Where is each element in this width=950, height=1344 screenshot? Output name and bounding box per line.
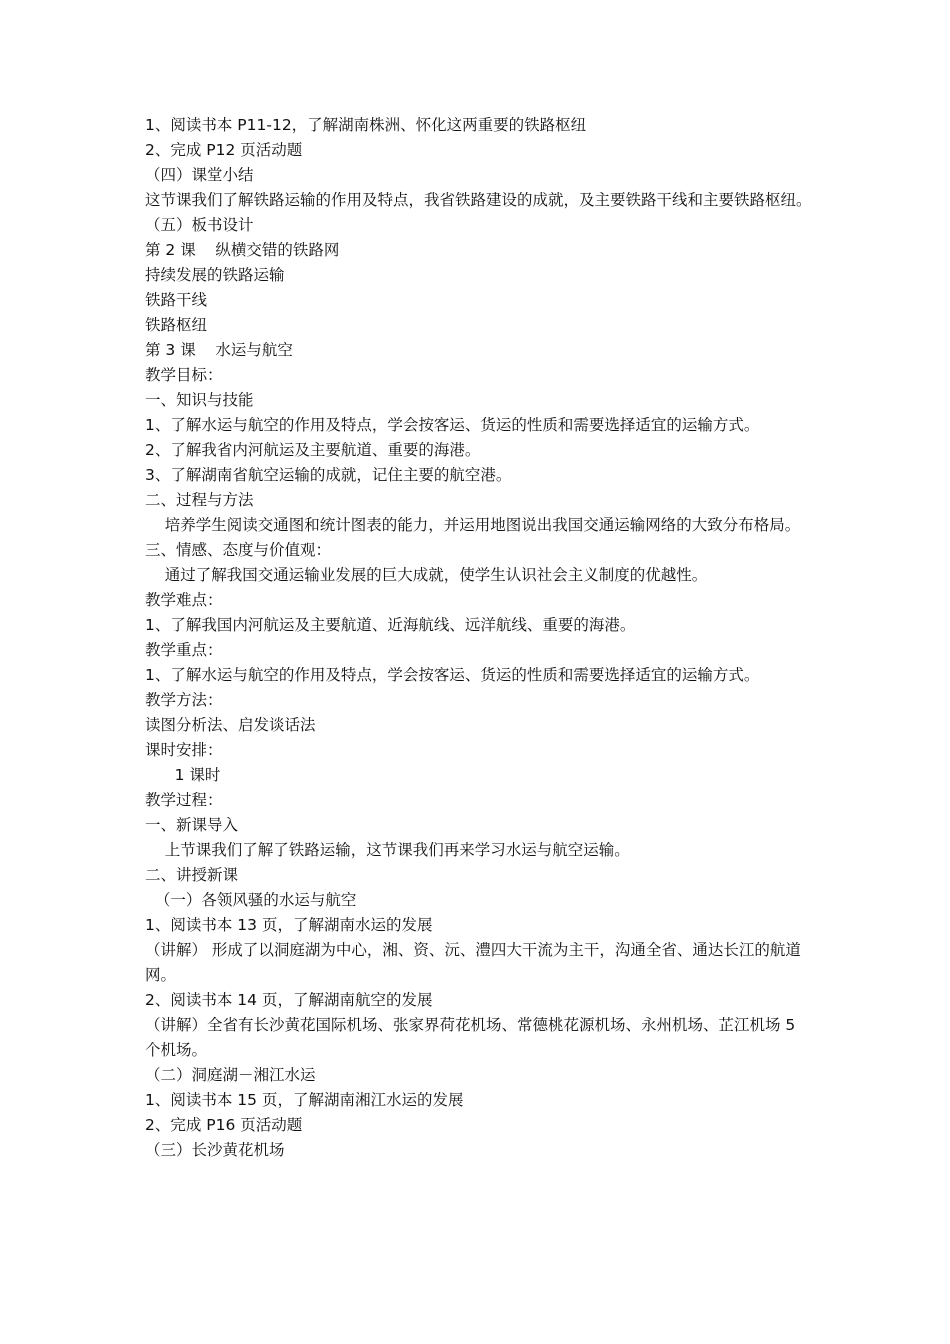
section-heading: 二、过程与方法 xyxy=(145,491,254,509)
section-heading: 二、讲授新课 xyxy=(145,866,239,884)
section-heading: 课时安排： xyxy=(145,741,223,759)
document-body xyxy=(145,113,813,1163)
section-heading: （四）课堂小结 xyxy=(145,166,254,184)
text-line: 1、阅读书本 P11-12，了解湖南株洲、怀化这两重要的铁路枢纽 xyxy=(145,116,587,134)
section-heading: 教学难点： xyxy=(145,591,223,609)
list-item: 3、了解湖南省航空运输的成就，记住主要的航空港。 xyxy=(145,466,512,484)
list-item: 1、了解水运与航空的作用及特点，学会按客运、货运的性质和需要选择适宜的运输方式。 xyxy=(145,416,760,434)
paragraph: （讲解）全省有长沙黄花国际机场、张家界荷花机场、常德桃花源机场、永州机场、芷江机场 5 个机场。 xyxy=(145,1016,801,1059)
section-heading: 三、情感、态度与价值观： xyxy=(145,541,332,559)
section-heading: 教学重点： xyxy=(145,641,223,659)
text-line: 持续发展的铁路运输 xyxy=(145,266,285,284)
section-heading: （二）洞庭湖－湘江水运 xyxy=(145,1066,316,1084)
text-line: 1 课时 xyxy=(145,766,221,784)
lesson-title: 第 2 课 纵横交错的铁路网 xyxy=(145,241,340,259)
paragraph: 通过了解我国交通运输业发展的巨大成就，使学生认识社会主义制度的优越性。 xyxy=(145,566,708,584)
list-item: 1、了解水运与航空的作用及特点，学会按客运、货运的性质和需要选择适宜的运输方式。 xyxy=(145,666,760,684)
section-heading: 教学方法： xyxy=(145,691,223,709)
section-heading: （三）长沙黄花机场 xyxy=(145,1141,285,1159)
text-line: 铁路枢纽 xyxy=(145,316,208,334)
section-heading: 教学目标： xyxy=(145,366,223,384)
list-item: 2、阅读书本 14 页，了解湖南航空的发展 xyxy=(145,991,433,1009)
paragraph: 培养学生阅读交通图和统计图表的能力，并运用地图说出我国交通运输网络的大致分布格局。 xyxy=(145,516,801,534)
text-line: 读图分析法、启发谈话法 xyxy=(145,716,316,734)
section-heading: 教学过程： xyxy=(145,791,223,809)
paragraph: （讲解） 形成了以洞庭湖为中心，湘、资、沅、澧四大干流为主干，沟通全省、通达长江的航道网。 xyxy=(145,941,801,984)
section-heading: （一）各领风骚的水运与航空 xyxy=(145,891,357,909)
section-heading: （五）板书设计 xyxy=(145,216,254,234)
text-line: 2、完成 P12 页活动题 xyxy=(145,141,303,159)
text-line: 铁路干线 xyxy=(145,291,208,309)
list-item: 1、了解我国内河航运及主要航道、近海航线、远洋航线、重要的海港。 xyxy=(145,616,636,634)
section-heading: 一、新课导入 xyxy=(145,816,239,834)
list-item: 2、完成 P16 页活动题 xyxy=(145,1116,303,1134)
lesson-title: 第 3 课 水运与航空 xyxy=(145,341,293,359)
paragraph: 这节课我们了解铁路运输的作用及特点，我省铁路建设的成就，及主要铁路干线和主要铁路枢纽。 xyxy=(145,191,812,209)
list-item: 1、阅读书本 13 页，了解湖南水运的发展 xyxy=(145,916,433,934)
list-item: 2、了解我省内河航运及主要航道、重要的海港。 xyxy=(145,441,481,459)
list-item: 1、阅读书本 15 页，了解湖南湘江水运的发展 xyxy=(145,1091,464,1109)
paragraph: 上节课我们了解了铁路运输，这节课我们再来学习水运与航空运输。 xyxy=(145,841,630,859)
section-heading: 一、知识与技能 xyxy=(145,391,254,409)
